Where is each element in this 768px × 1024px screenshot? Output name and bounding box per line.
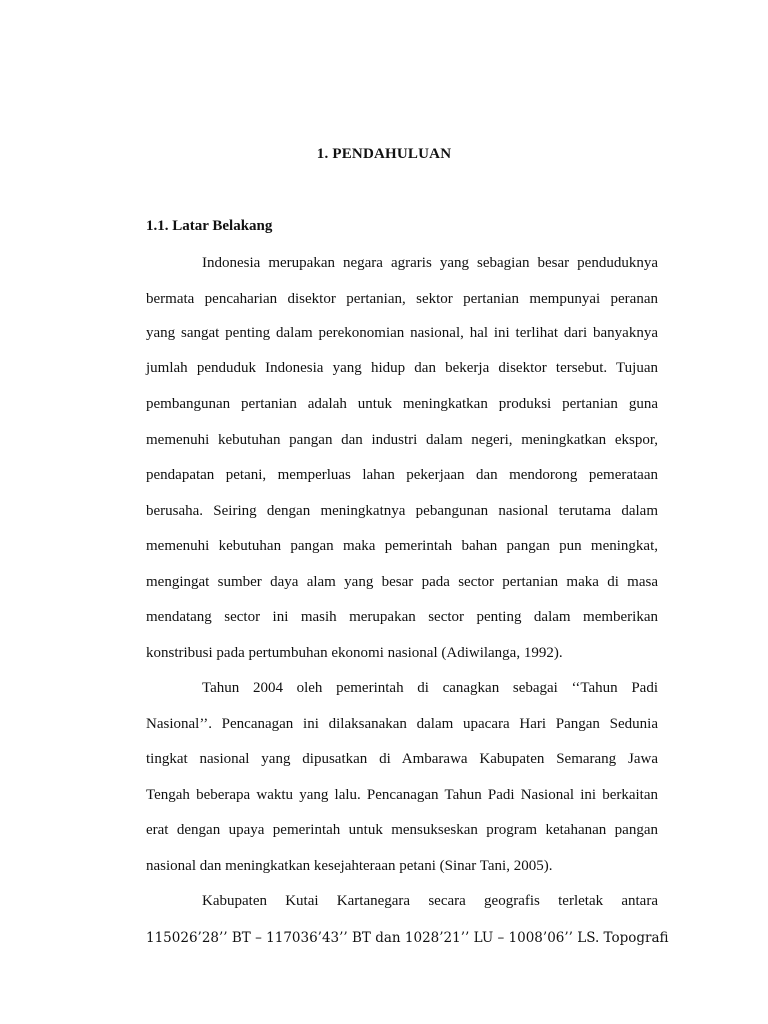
paragraph-line: erat dengan upaya pemerintah untuk mensukseskan program ketahanan pangan <box>146 822 658 838</box>
paragraph-line: bermata pencaharian disektor pertanian, sektor pertanian mempunyai peranan <box>146 291 658 307</box>
paragraph-line: tingkat nasional yang dipusatkan di Ambarawa Kabupaten Semarang Jawa <box>146 751 658 767</box>
paragraph-line: 115026’28’’ BT – 117036’43’’ BT dan 1028’21’’ LU – 1008’06’’ LS. Topografi <box>146 930 669 946</box>
paragraph-line: berusaha. Seiring dengan meningkatnya pebangunan nasional terutama dalam <box>146 503 658 519</box>
paragraph-line: konstribusi pada pertumbuhan ekonomi nasional (Adiwilanga, 1992). <box>146 645 563 661</box>
paragraph-line: nasional dan meningkatkan kesejahteraan petani (Sinar Tani, 2005). <box>146 858 553 874</box>
paragraph-line: yang sangat penting dalam perekonomian nasional, hal ini terlihat dari banyaknya <box>146 325 658 341</box>
paragraph-line: Kabupaten Kutai Kartanegara secara geografis terletak antara <box>202 893 658 909</box>
paragraph-line: Tahun 2004 oleh pemerintah di canagkan sebagai ‘‘Tahun Padi <box>202 680 658 696</box>
paragraph-line: Nasional’’. Pencanagan ini dilaksanakan dalam upacara Hari Pangan Sedunia <box>146 716 658 732</box>
section-heading: 1.1. Latar Belakang <box>146 218 273 234</box>
paragraph-line: pembangunan pertanian adalah untuk meningkatkan produksi pertanian guna <box>146 396 658 412</box>
paragraph-line: mengingat sumber daya alam yang besar pada sector pertanian maka di masa <box>146 574 658 590</box>
paragraph-line: memenuhi kebutuhan pangan maka pemerintah bahan pangan pun meningkat, <box>146 538 658 554</box>
chapter-title: 1. PENDAHULUAN <box>316 146 452 162</box>
paragraph-line: memenuhi kebutuhan pangan dan industri dalam negeri, meningkatkan ekspor, <box>146 432 658 448</box>
paragraph-line: jumlah penduduk Indonesia yang hidup dan bekerja disektor tersebut. Tujuan <box>146 360 658 376</box>
paragraph-line: Tengah beberapa waktu yang lalu. Pencanagan Tahun Padi Nasional ini berkaitan <box>146 787 658 803</box>
paragraph-line: pendapatan petani, memperluas lahan pekerjaan dan mendorong pemerataan <box>146 467 658 483</box>
paragraph-line: Indonesia merupakan negara agraris yang sebagian besar penduduknya <box>202 255 658 271</box>
paragraph-line: mendatang sector ini masih merupakan sector penting dalam memberikan <box>146 609 658 625</box>
